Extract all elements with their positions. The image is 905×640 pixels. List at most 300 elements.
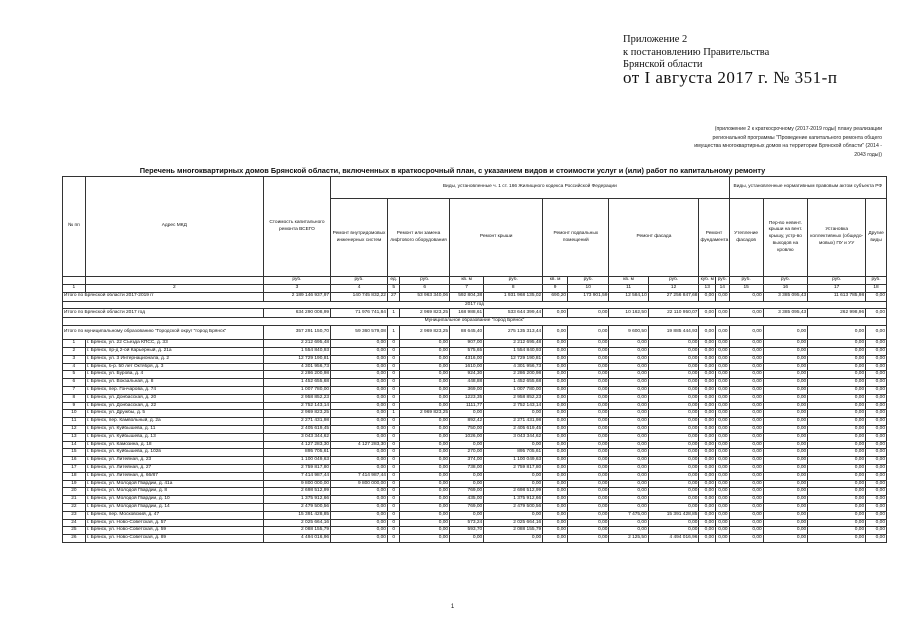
- column-number-cell: 12: [648, 284, 699, 292]
- total-value-cell: 533 644 399,44: [484, 309, 543, 318]
- table-cell: 0,00: [808, 418, 866, 426]
- row-number: 21: [63, 496, 86, 504]
- column-number-cell: 11: [609, 284, 648, 292]
- table-cell: 0,00: [400, 425, 450, 433]
- table-cell: 7 475,00: [609, 511, 648, 519]
- table-cell: 0,00: [400, 511, 450, 519]
- table-cell: 0,00: [568, 425, 609, 433]
- row-address: г. Брянск, ул. Литейная, д. 23: [85, 457, 263, 465]
- table-cell: 0,00: [699, 410, 716, 418]
- table-cell: 0,00: [763, 480, 808, 488]
- table-cell: 3 043 344,62: [484, 433, 543, 441]
- row-address: г. Брянск, пер. Камвольный, д. 2а: [85, 418, 263, 426]
- table-cell: 0,00: [729, 449, 763, 457]
- table-cell: 0,00: [716, 355, 730, 363]
- unit-cell: руб.: [648, 277, 699, 285]
- table-cell: 0,00: [808, 441, 866, 449]
- table-cell: 0,00: [609, 480, 648, 488]
- table-row: [63, 527, 887, 535]
- table-cell: 0,00: [866, 394, 887, 402]
- table-cell: 0,00: [866, 464, 887, 472]
- table-cell: 0,00: [543, 441, 568, 449]
- row-address: г. Брянск, ул. Молодой Гвардии, д. 10: [85, 496, 263, 504]
- unit-cell: руб.: [568, 277, 609, 285]
- unit-cell: руб.: [331, 277, 388, 285]
- total-value-cell: 0,00: [808, 326, 866, 340]
- table-cell: 0,00: [609, 371, 648, 379]
- table-cell: 0,00: [866, 379, 887, 387]
- table-cell: 2 212 695,48: [484, 340, 543, 348]
- table-cell: 9 800 000,00: [263, 480, 330, 488]
- table-cell: 0,00: [400, 418, 450, 426]
- row-address: г. Брянск, ул. Куйбышева, д. 11: [85, 425, 263, 433]
- table-cell: 0,00: [866, 402, 887, 410]
- table-row: [63, 363, 887, 371]
- table-cell: 0,00: [568, 363, 609, 371]
- row-number: 4: [63, 363, 86, 371]
- table-cell: 0,00: [716, 488, 730, 496]
- total-label: Итого по муниципальному образованию "Городской округ "город Брянск": [63, 326, 264, 340]
- table-cell: 2 752 143,14: [263, 402, 330, 410]
- table-cell: 0,00: [808, 472, 866, 480]
- table-cell: 0,00: [763, 441, 808, 449]
- table-cell: 0,00: [543, 355, 568, 363]
- table-cell: 0,00: [331, 511, 388, 519]
- table-cell: 0,00: [609, 379, 648, 387]
- table-cell: 0,00: [568, 535, 609, 543]
- table-cell: 0,00: [729, 425, 763, 433]
- table-cell: 0,00: [400, 386, 450, 394]
- total-value-cell: 140 745 832,22: [331, 292, 388, 301]
- table-row: [63, 441, 887, 449]
- col-header-num: № пп: [63, 177, 86, 277]
- units-empty-cell: [85, 277, 263, 285]
- table-cell: 0,00: [543, 347, 568, 355]
- table-row: [63, 347, 887, 355]
- table-cell: 2 286 200,98: [484, 371, 543, 379]
- table-cell: 0,00: [331, 449, 388, 457]
- table-cell: 0,00: [484, 535, 543, 543]
- table-cell: 0,00: [648, 340, 699, 348]
- table-cell: 0,00: [568, 480, 609, 488]
- row-number: 13: [63, 433, 86, 441]
- table-cell: 1 007 780,00: [263, 386, 330, 394]
- table-cell: 0,00: [648, 457, 699, 465]
- total-value-cell: 0,00: [729, 326, 763, 340]
- row-address: г. Брянск, ул. Молодой Гвардии, д. 14: [85, 503, 263, 511]
- table-row: [63, 418, 887, 426]
- table-cell: 0,00: [484, 511, 543, 519]
- table-cell: 0,00: [716, 472, 730, 480]
- table-cell: 0,00: [699, 488, 716, 496]
- table-cell: 0,00: [331, 386, 388, 394]
- table-cell: 0,00: [543, 418, 568, 426]
- header-line-region: Брянской области: [623, 59, 703, 70]
- table-cell: 0,00: [729, 402, 763, 410]
- table-cell: 0,00: [716, 347, 730, 355]
- row-address: г. Брянск, ул. Ново-Советская, д. 57: [85, 519, 263, 527]
- col-header-facade-insulation: Утепление фасадов: [729, 199, 763, 277]
- year-label: 2017 год: [63, 301, 887, 309]
- table-cell: 0,00: [400, 402, 450, 410]
- table-cell: 0,00: [808, 394, 866, 402]
- table-cell: 0,00: [763, 511, 808, 519]
- table-cell: 0,00: [808, 402, 866, 410]
- total-row-2017: [63, 309, 887, 318]
- table-cell: 1 100 049,63: [263, 457, 330, 465]
- table-cell: 0,00: [866, 371, 887, 379]
- table-cell: 12 729 190,81: [263, 355, 330, 363]
- table-cell: 0,00: [866, 480, 887, 488]
- total-row-municipality: [63, 326, 887, 340]
- table-cell: 1026,00: [450, 433, 484, 441]
- total-value-cell: 0,00: [763, 326, 808, 340]
- table-cell: 0,00: [400, 457, 450, 465]
- table-cell: 0,00: [716, 410, 730, 418]
- table-cell: 0,00: [609, 472, 648, 480]
- table-cell: 0,00: [400, 449, 450, 457]
- table-cell: 0,00: [400, 394, 450, 402]
- table-cell: 2 759 817,80: [263, 464, 330, 472]
- table-cell: 0,00: [331, 488, 388, 496]
- table-cell: 2 698 512,99: [263, 488, 330, 496]
- table-cell: 0,00: [808, 464, 866, 472]
- table-cell: 0,00: [543, 480, 568, 488]
- table-cell: 0,00: [808, 371, 866, 379]
- table-cell: 2 405 619,45: [263, 425, 330, 433]
- total-value-cell: 19 885 444,93: [648, 326, 699, 340]
- table-cell: 0,00: [866, 457, 887, 465]
- row-address: г. Брянск, пр-д 2-ой Карьерный, д. 21а: [85, 347, 263, 355]
- table-cell: 9 800 000,00: [331, 480, 388, 488]
- table-row: [63, 488, 887, 496]
- table-cell: 2 958 852,23: [484, 394, 543, 402]
- column-number-cell: 4: [331, 284, 388, 292]
- table-cell: 0: [387, 464, 399, 472]
- table-cell: 0,00: [609, 347, 648, 355]
- table-cell: 892,42: [450, 418, 484, 426]
- table-cell: 0,00: [763, 402, 808, 410]
- table-row: [63, 496, 887, 504]
- row-number: 2: [63, 347, 86, 355]
- table-cell: 0,00: [543, 472, 568, 480]
- table-cell: 0,00: [450, 480, 484, 488]
- table-cell: 0,00: [450, 441, 484, 449]
- total-value-cell: 0,00: [699, 326, 716, 340]
- table-cell: 2 088 155,79: [263, 527, 330, 535]
- table-cell: 0,00: [568, 488, 609, 496]
- table-cell: 0,00: [331, 418, 388, 426]
- total-value-cell: 71 976 741,84: [331, 309, 388, 318]
- total-value-cell: 1 931 968 135,02: [484, 292, 543, 301]
- table-cell: 0,00: [716, 363, 730, 371]
- table-cell: 7 414 987,44: [331, 472, 388, 480]
- table-cell: 769,00: [450, 488, 484, 496]
- table-cell: 0: [387, 480, 399, 488]
- table-body: [63, 292, 887, 542]
- table-cell: 0,00: [543, 503, 568, 511]
- table-cell: 1 452 655,68: [484, 379, 543, 387]
- table-row: [63, 371, 887, 379]
- table-cell: 4 127 283,30: [263, 441, 330, 449]
- total-value-cell: 262 998,96: [808, 309, 866, 318]
- row-number: 10: [63, 410, 86, 418]
- table-cell: 0,00: [609, 464, 648, 472]
- units-empty-cell: [63, 277, 86, 285]
- table-cell: 0,00: [763, 347, 808, 355]
- table-cell: 0: [387, 503, 399, 511]
- table-cell: 2 271 431,98: [263, 418, 330, 426]
- table-cell: 0,00: [331, 394, 388, 402]
- total-value-cell: 27: [387, 292, 399, 301]
- header-line-appendix: Приложение 2: [623, 34, 688, 45]
- table-cell: 0,00: [543, 535, 568, 543]
- col-header-facade: Ремонт фасада: [609, 199, 699, 277]
- table-cell: 573,24: [450, 519, 484, 527]
- table-cell: 593,70: [450, 527, 484, 535]
- total-value-cell: 275 135 313,44: [484, 326, 543, 340]
- table-cell: 0,00: [763, 527, 808, 535]
- table-cell: 0,00: [763, 363, 808, 371]
- table-cell: 2 969 823,25: [400, 410, 450, 418]
- total-value-cell: 0,00: [866, 292, 887, 301]
- row-address: г. Брянск, ул. 22 Съезда КПСС, д. 33: [85, 340, 263, 348]
- table-cell: 0,00: [699, 519, 716, 527]
- table-cell: 0,00: [729, 379, 763, 387]
- table-cell: 0,00: [568, 340, 609, 348]
- table-cell: 0,00: [648, 379, 699, 387]
- table-cell: 0,00: [609, 425, 648, 433]
- table-cell: 0,00: [716, 386, 730, 394]
- table-cell: 0,00: [808, 449, 866, 457]
- row-address: г. Брянск, пер. Гончарова, д. 74: [85, 386, 263, 394]
- table-cell: 2 752 143,14: [484, 402, 543, 410]
- table-cell: 0,00: [808, 410, 866, 418]
- column-number-cell: 6: [400, 284, 450, 292]
- table-cell: 4 494 016,96: [263, 535, 330, 543]
- table-cell: 895 705,61: [484, 449, 543, 457]
- table-cell: 0,00: [609, 441, 648, 449]
- table-cell: 0,00: [450, 410, 484, 418]
- table-cell: 0,00: [699, 433, 716, 441]
- table-cell: 0,00: [808, 535, 866, 543]
- table-cell: 0,00: [568, 496, 609, 504]
- table-cell: 2 759 817,80: [484, 464, 543, 472]
- table-cell: 0,00: [808, 519, 866, 527]
- table-cell: 2 479 500,56: [263, 503, 330, 511]
- row-address: г. Брянск, ул. Молодой Гвардии, д. 8: [85, 488, 263, 496]
- table-cell: 0,00: [699, 386, 716, 394]
- table-row: [63, 511, 887, 519]
- table-cell: 0,00: [543, 449, 568, 457]
- table-cell: 15 391 428,85: [648, 511, 699, 519]
- table-row: [63, 449, 887, 457]
- total-value-cell: 27 256 847,68: [648, 292, 699, 301]
- column-number-cell: 2: [85, 284, 263, 292]
- table-cell: 0,00: [866, 441, 887, 449]
- table-cell: 0,00: [648, 464, 699, 472]
- table-cell: 0,00: [450, 472, 484, 480]
- table-cell: 4316,00: [450, 355, 484, 363]
- table-cell: 0,00: [648, 347, 699, 355]
- col-header-roof-conversion: Пер-во невент. крыши на вент. крышу, устр-во выходов на кровлю: [763, 199, 808, 277]
- table-cell: 0,00: [729, 355, 763, 363]
- total-value-cell: 0,00: [543, 309, 568, 318]
- table-cell: 374,00: [450, 457, 484, 465]
- table-cell: 0,00: [808, 425, 866, 433]
- table-cell: 0,00: [729, 394, 763, 402]
- table-cell: 0,00: [699, 418, 716, 426]
- table-cell: 1 554 840,93: [263, 347, 330, 355]
- table-cell: 0,00: [400, 433, 450, 441]
- table-cell: 0,00: [331, 457, 388, 465]
- table-cell: 0,00: [484, 410, 543, 418]
- table-cell: 0,00: [331, 519, 388, 527]
- table-cell: 0,00: [699, 527, 716, 535]
- table-cell: 0,00: [543, 340, 568, 348]
- col-header-lift: Ремонт или замена лифтового оборудования: [387, 199, 449, 277]
- table-cell: 0,00: [716, 449, 730, 457]
- total-value-cell: 690,20: [543, 292, 568, 301]
- table-cell: 0,00: [568, 457, 609, 465]
- page-number: 1: [450, 604, 455, 610]
- total-value-cell: 2 189 146 937,97: [263, 292, 330, 301]
- table-cell: 0,00: [866, 340, 887, 348]
- table-cell: 0,00: [400, 340, 450, 348]
- total-value-cell: 357 291 150,70: [263, 326, 330, 340]
- table-cell: 0,00: [716, 519, 730, 527]
- total-value-cell: 634 290 008,99: [263, 309, 330, 318]
- table-cell: 0,00: [568, 464, 609, 472]
- table-cell: 0: [387, 402, 399, 410]
- table-cell: 0,00: [763, 425, 808, 433]
- table-cell: 0,00: [716, 511, 730, 519]
- table-row: [63, 464, 887, 472]
- row-number: 17: [63, 464, 86, 472]
- table-cell: 0,00: [808, 355, 866, 363]
- table-cell: 0,00: [729, 535, 763, 543]
- column-number-cell: 13: [699, 284, 716, 292]
- table-cell: 0,00: [729, 511, 763, 519]
- table-row: [63, 472, 887, 480]
- table-cell: 0,00: [866, 410, 887, 418]
- table-cell: 435,00: [450, 496, 484, 504]
- total-value-cell: 12 584,10: [609, 292, 648, 301]
- row-address: г. Брянск, ул. Молодой Гвардии, д. 41а: [85, 480, 263, 488]
- table-cell: 0,00: [543, 519, 568, 527]
- total-value-cell: 3 385 095,43: [763, 292, 808, 301]
- table-cell: 0,00: [568, 527, 609, 535]
- table-cell: 0,00: [729, 457, 763, 465]
- table-cell: 0: [387, 425, 399, 433]
- table-cell: 0,00: [866, 488, 887, 496]
- table-cell: 0,00: [648, 386, 699, 394]
- table-cell: 0: [387, 457, 399, 465]
- table-cell: 0,00: [331, 379, 388, 387]
- table-cell: 0,00: [699, 449, 716, 457]
- table-cell: 0,00: [568, 410, 609, 418]
- table-cell: 0,00: [729, 433, 763, 441]
- table-cell: 1111,77: [450, 402, 484, 410]
- table-cell: 0,00: [729, 347, 763, 355]
- table-cell: 0: [387, 418, 399, 426]
- table-cell: 0,00: [648, 363, 699, 371]
- table-cell: 0,00: [400, 519, 450, 527]
- table-cell: 4 301 956,73: [263, 363, 330, 371]
- table-cell: 0,00: [866, 425, 887, 433]
- municipality-row: [63, 318, 887, 326]
- resolution-header: [623, 34, 838, 87]
- table-cell: 0,00: [331, 496, 388, 504]
- table-cell: 0,00: [331, 355, 388, 363]
- total-value-cell: 0,00: [716, 309, 730, 318]
- total-value-cell: 0,00: [699, 292, 716, 301]
- column-number-cell: 15: [729, 284, 763, 292]
- table-cell: 0,00: [808, 386, 866, 394]
- table-cell: 2 088 155,79: [484, 527, 543, 535]
- table-cell: 0,00: [450, 511, 484, 519]
- note-line: региональной программы "Проведение капитального ремонта общего: [712, 134, 882, 141]
- column-number-cell: 5: [387, 284, 399, 292]
- table-cell: 0: [387, 386, 399, 394]
- table-cell: 1: [387, 410, 399, 418]
- table-cell: 0,00: [729, 410, 763, 418]
- column-number-cell: 16: [763, 284, 808, 292]
- col-header-meters: Установка коллективных (общедо-мовых) ПУ и УУ: [808, 199, 866, 277]
- unit-cell: руб.: [716, 277, 730, 285]
- unit-cell: руб.: [263, 277, 330, 285]
- table-cell: 0: [387, 363, 399, 371]
- unit-cell: ед.: [387, 277, 399, 285]
- row-number: 20: [63, 488, 86, 496]
- table-row: [63, 425, 887, 433]
- table-cell: 0,00: [699, 535, 716, 543]
- table-cell: 0,00: [699, 355, 716, 363]
- table-cell: 924,30: [450, 371, 484, 379]
- table-cell: 0,00: [716, 425, 730, 433]
- table-cell: 2 025 664,16: [484, 519, 543, 527]
- table-cell: 0,00: [716, 535, 730, 543]
- table-cell: 0,00: [763, 371, 808, 379]
- table-cell: 0,00: [609, 410, 648, 418]
- table-cell: 0,00: [568, 449, 609, 457]
- table-row: [63, 457, 887, 465]
- table-cell: 270,00: [450, 449, 484, 457]
- table-cell: 0,00: [400, 503, 450, 511]
- table-cell: 0,00: [729, 441, 763, 449]
- table-cell: 0,00: [609, 527, 648, 535]
- table-cell: 738,00: [450, 464, 484, 472]
- row-number: 22: [63, 503, 86, 511]
- table-cell: 0,00: [609, 363, 648, 371]
- table-cell: 0,00: [763, 449, 808, 457]
- table-cell: 0,00: [609, 418, 648, 426]
- table-cell: 0: [387, 394, 399, 402]
- table-row: [63, 433, 887, 441]
- table-row: [63, 340, 887, 348]
- table-cell: 0,00: [763, 386, 808, 394]
- table-cell: 0,00: [568, 418, 609, 426]
- table-cell: 0,00: [763, 519, 808, 527]
- unit-cell: кв. м: [609, 277, 648, 285]
- table-cell: 15 391 428,85: [263, 511, 330, 519]
- row-number: 6: [63, 379, 86, 387]
- table-row: [63, 386, 887, 394]
- row-address: г. Брянск, ул. Ново-Советская, д. 59: [85, 527, 263, 535]
- table-cell: 0: [387, 340, 399, 348]
- unit-cell: руб.: [808, 277, 866, 285]
- table-cell: 0,00: [543, 394, 568, 402]
